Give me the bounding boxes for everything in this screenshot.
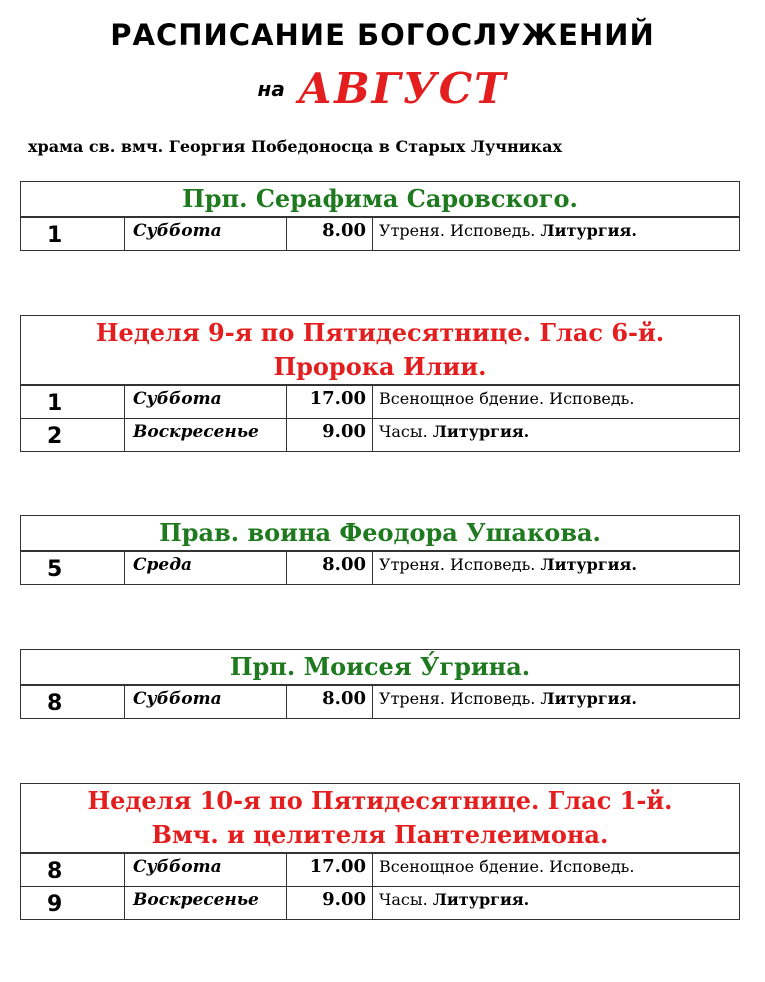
description-cell	[373, 887, 739, 919]
day-cell: 8	[21, 854, 125, 886]
table-row	[21, 853, 739, 886]
heading-line: Пророка Илии.	[273, 352, 487, 381]
time-cell: 9.00	[287, 419, 373, 451]
time-cell: 17.00	[287, 854, 373, 886]
table-row	[21, 886, 739, 919]
heading-line: Прп. Серафима Саровского.	[182, 184, 578, 213]
weekday-cell: Суббота	[125, 686, 287, 718]
description-cell	[373, 686, 739, 718]
description-cell	[373, 419, 739, 451]
time-cell: 8.00	[287, 552, 373, 584]
description-bold: Литургия.	[432, 422, 530, 441]
description-text: Утреня. Исповедь.	[379, 689, 541, 708]
description-bold: Литургия.	[540, 221, 637, 240]
service-block-4	[20, 649, 740, 719]
description-text: Всенощное бдение. Исповедь.	[379, 389, 635, 408]
day-cell: 9	[21, 887, 125, 919]
month-name: АВГУСТ	[297, 64, 508, 113]
weekday-cell: Суббота	[125, 218, 287, 250]
table-row	[21, 385, 739, 418]
service-block-3	[20, 515, 740, 585]
month-prefix: на	[257, 76, 285, 101]
time-cell: 8.00	[287, 218, 373, 250]
day-cell: 5	[21, 552, 125, 584]
description-text: Часы.	[379, 890, 433, 909]
block-heading	[21, 316, 739, 385]
church-subtitle: храма св. вмч. Георгия Победоносца в Старых Лучниках	[28, 137, 562, 156]
heading-line: Неделя 10-я по Пятидесятнице. Глас 1-й.	[87, 786, 673, 815]
description-bold: Литургия.	[432, 890, 530, 909]
day-cell: 1	[21, 218, 125, 250]
table-row	[21, 685, 739, 718]
description-text: Утреня. Исповедь.	[379, 221, 541, 240]
description-bold: Литургия.	[540, 555, 637, 574]
heading-line: Прп. Моисея У́грина.	[229, 652, 531, 681]
month-line	[0, 64, 765, 113]
table-row	[21, 551, 739, 584]
heading-line: Неделя 9-я по Пятидесятнице. Глас 6-й.	[95, 318, 665, 347]
description-cell	[373, 386, 739, 418]
time-cell: 8.00	[287, 686, 373, 718]
description-text: Часы.	[379, 422, 433, 441]
description-cell	[373, 218, 739, 250]
weekday-cell: Среда	[125, 552, 287, 584]
weekday-cell: Суббота	[125, 854, 287, 886]
description-cell	[373, 552, 739, 584]
service-block-5	[20, 783, 740, 920]
description-text: Всенощное бдение. Исповедь.	[379, 857, 635, 876]
heading-line: Вмч. и целителя Пантелеимона.	[151, 820, 609, 849]
service-block-2	[20, 315, 740, 452]
weekday-cell: Воскресенье	[125, 419, 287, 451]
table-row	[21, 217, 739, 250]
heading-line: Прав. воина Феодора Ушакова.	[159, 518, 601, 547]
block-heading	[21, 182, 739, 217]
block-heading	[21, 516, 739, 551]
table-row	[21, 418, 739, 451]
weekday-cell: Воскресенье	[125, 887, 287, 919]
day-cell: 8	[21, 686, 125, 718]
day-cell: 2	[21, 419, 125, 451]
description-text: Утреня. Исповедь.	[379, 555, 541, 574]
time-cell: 17.00	[287, 386, 373, 418]
time-cell: 9.00	[287, 887, 373, 919]
block-heading	[21, 650, 739, 685]
description-cell	[373, 854, 739, 886]
description-bold: Литургия.	[540, 689, 637, 708]
block-heading	[21, 784, 739, 853]
day-cell: 1	[21, 386, 125, 418]
weekday-cell: Суббота	[125, 386, 287, 418]
page-title: РАСПИСАНИЕ БОГОСЛУЖЕНИЙ	[110, 18, 655, 52]
service-block-1	[20, 181, 740, 251]
